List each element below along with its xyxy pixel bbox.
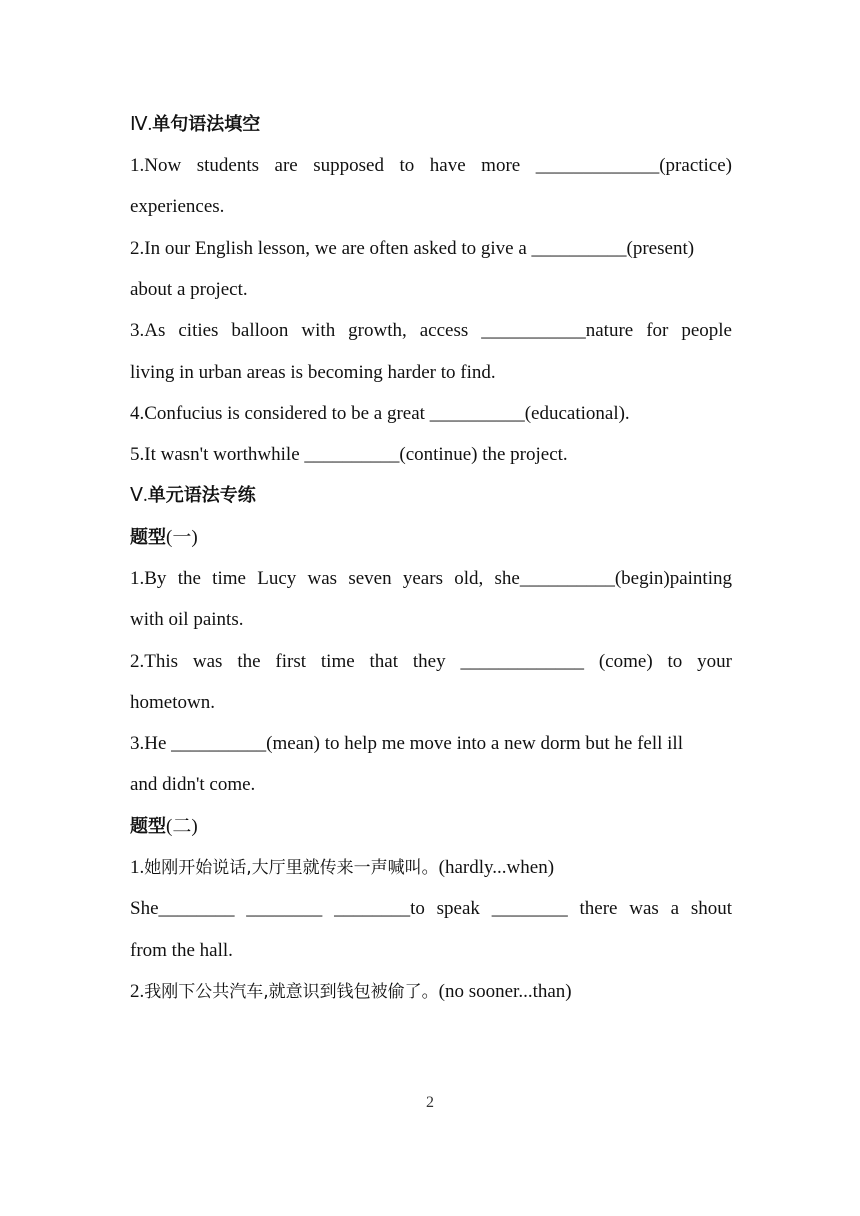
iv-question-2-line-2: about a project. xyxy=(130,279,248,300)
type-2-question-1-line-3: from the hall. xyxy=(130,940,233,961)
iv-question-1-line-1: 1.Now students are supposed to have more _____________(practice) xyxy=(130,155,732,176)
type-1-question-1-line-2: with oil paints. xyxy=(130,609,244,630)
iv-question-2-line-1: 2.In our English lesson, we are often asked to give a __________(present) xyxy=(130,238,695,259)
type-2-question-1-prompt: 1.她刚开始说话,大厅里就传来一声喊叫。(hardly...when) xyxy=(130,857,555,878)
iv-question-3-line-1: 3.As cities balloon with growth, access ___________nature for people xyxy=(130,320,732,341)
type-1-question-3-line-2: and didn't come. xyxy=(130,774,256,795)
iv-question-4: 4.Confucius is considered to be a great __________(educational). xyxy=(130,403,630,424)
section-heading-iv: Ⅳ.单句语法填空 xyxy=(130,114,261,135)
type-2-heading: 题型(二) xyxy=(130,816,198,837)
type-2-question-2-prompt: 2.我刚下公共汽车,就意识到钱包被偷了。(no sooner...than) xyxy=(130,981,572,1002)
iv-question-1-line-2: experiences. xyxy=(130,196,225,217)
type-1-question-1-line-1: 1.By the time Lucy was seven years old, she__________(begin)painting xyxy=(130,568,732,589)
type-1-question-2-line-1: 2.This was the first time that they _____________ (come) to your xyxy=(130,651,732,672)
type-2-question-1-line-2: She________ ________ ________to speak ________ there was a shout xyxy=(130,898,732,919)
page-number: 2 xyxy=(426,1094,434,1111)
type-1-question-2-line-2: hometown. xyxy=(130,692,215,713)
type-1-heading: 题型(一) xyxy=(130,527,198,548)
iv-question-5: 5.It wasn't worthwhile __________(continue) the project. xyxy=(130,444,568,465)
type-1-question-3-line-1: 3.He __________(mean) to help me move into a new dorm but he fell ill xyxy=(130,733,683,754)
section-heading-v: Ⅴ.单元语法专练 xyxy=(130,485,256,506)
iv-question-3-line-2: living in urban areas is becoming harder to find. xyxy=(130,362,496,383)
